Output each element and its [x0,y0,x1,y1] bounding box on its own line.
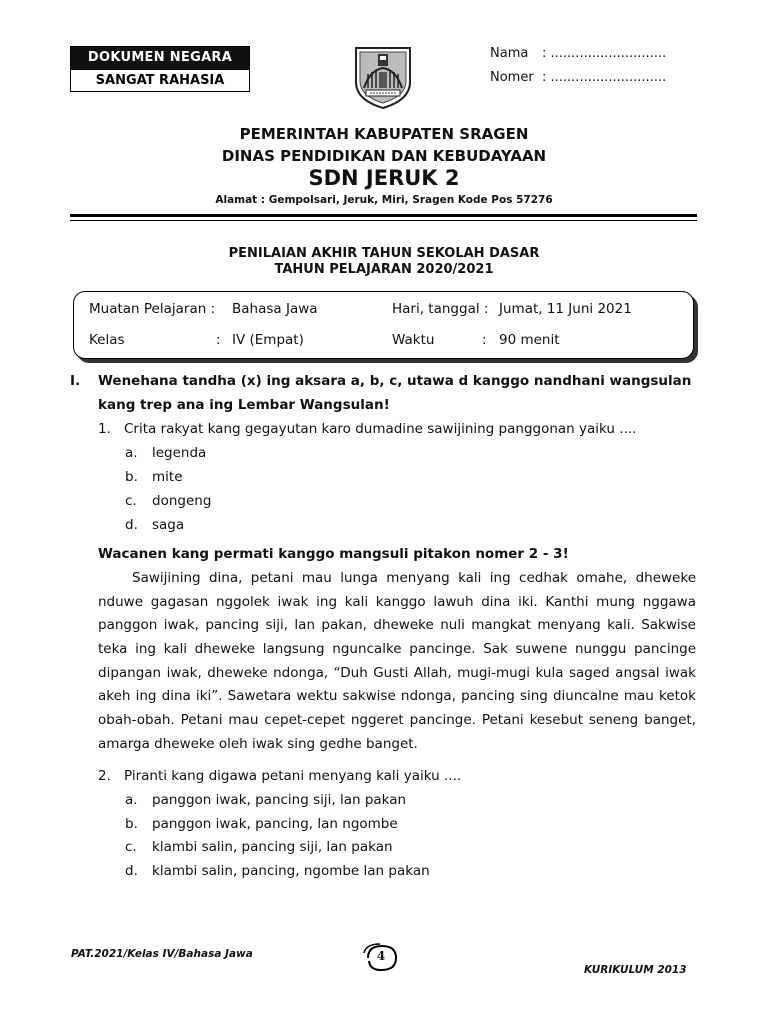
question-1-option-letter: d. [125,517,138,533]
subject-label: Muatan Pelajaran : [89,301,216,317]
class-colon: : [216,332,221,348]
name-label: Nama [490,46,529,61]
class-value: IV (Empat) [232,332,304,348]
footer-curriculum: KURIKULUM 2013 [584,964,687,976]
exam-title: PENILAIAN AKHIR TAHUN SEKOLAH DASAR [228,246,540,261]
question-2-option-letter: a. [125,792,138,808]
section-instruction-line-2: kang trep ana ing Lembar Wangsulan! [98,397,390,413]
question-1-option-text: dongeng [152,493,212,509]
reading-instruction: Wacanen kang permati kanggo mangsuli pitakon nomer 2 - 3! [98,546,569,562]
header-rule-thin [70,220,697,221]
question-2-option-text: panggon iwak, pancing siji, lan pakan [152,792,407,808]
time-value: 90 menit [499,332,560,348]
question-2-text: Piranti kang digawa petani menyang kali yaiku .... [124,768,462,784]
number-field [490,70,666,85]
day-label: Hari, tanggal : [392,301,489,317]
name-blank: : ............................ [542,46,667,61]
exam-year: TAHUN PELAJARAN 2020/2021 [274,262,494,277]
question-1-option-letter: a. [125,445,138,461]
passage-line: Sawijining dina, petani mau lunga menyang kali ing cedhak omahe, dheweke [132,570,696,586]
question-1-option-text: saga [152,517,185,533]
passage-line: panggon iwak, pancing siji, lan pakan, dheweke nuli mangkat menyang kali. Sakwise [98,617,696,634]
footer-document-code: PAT.2021/Kelas IV/Bahasa Jawa [71,948,253,960]
passage-line: akeh ing dina iki”. Sawetara wektu sakwise ndonga, pancing sing diuncalne mau ketok [98,688,696,705]
time-colon: : [482,332,487,348]
question-2-option-text: klambi salin, pancing siji, lan pakan [152,839,393,855]
passage-line: obah-obah. Petani mau cepet-cepet nggeret pancinge. Petani kesebut seneng banget, [98,712,696,729]
classification-stamp [70,46,250,92]
question-2-option-text: panggon iwak, pancing, lan ngombe [152,816,398,832]
section-numeral: I. [70,373,81,389]
question-2-number: 2. [98,768,111,784]
question-1-text: Crita rakyat kang gegayutan karo dumadine sawijining panggonan yaiku .... [124,421,637,437]
question-2-option-letter: d. [125,863,138,879]
passage-line: teka ing kali dheweke langsung nguncalke pancinge. Sak suwene nunggu pancinge [98,641,696,658]
department-heading: DINAS PENDIDIKAN DAN KEBUDAYAAN [221,147,547,165]
number-blank: : ............................ [542,70,667,85]
exam-info-box [73,291,694,359]
name-field [490,46,666,61]
page-number: 4 [376,949,386,963]
number-label: Nomer [490,70,534,85]
reading-passage [98,567,696,757]
government-heading: PEMERINTAH KABUPATEN SRAGEN [239,125,529,143]
subject-value: Bahasa Jawa [232,301,318,317]
passage-line: dipangan iwak, dheweke ndonga, “Duh Gusti Allah, mugi-mugi kula saged angsal iwak [98,664,696,681]
regency-crest-icon [350,44,416,110]
class-label: Kelas [89,332,125,348]
school-address: Alamat : Gempolsari, Jeruk, Miri, Sragen Kode Pos 57276 [215,194,553,206]
school-name: SDN JERUK 2 [308,166,460,190]
passage-line: amarga dheweke oleh iwak sing gedhe banget. [98,735,418,752]
stamp-line-2: SANGAT RAHASIA [71,69,249,91]
question-1-number: 1. [98,421,111,437]
question-2-option-letter: b. [125,816,138,832]
question-1-option-letter: b. [125,469,138,485]
question-2-option-letter: c. [125,839,137,855]
day-value: Jumat, 11 Juni 2021 [499,301,632,317]
question-1-option-text: legenda [152,445,207,461]
time-label: Waktu [392,332,435,348]
section-instruction-line-1: Wenehana tandha (x) ing aksara a, b, c, utawa d kanggo nandhani wangsulan [98,373,692,389]
question-1-option-letter: c. [125,493,137,509]
question-1-option-text: mite [152,469,183,485]
question-2-option-text: klambi salin, pancing, ngombe lan pakan [152,863,430,879]
passage-line: nduwe gagasan nggolek iwak ing kali kanggo lawuh dina iki. Kanthi mung nggawa [98,593,696,610]
header-rule-thick [70,214,697,217]
stamp-line-1: DOKUMEN NEGARA [71,47,249,69]
